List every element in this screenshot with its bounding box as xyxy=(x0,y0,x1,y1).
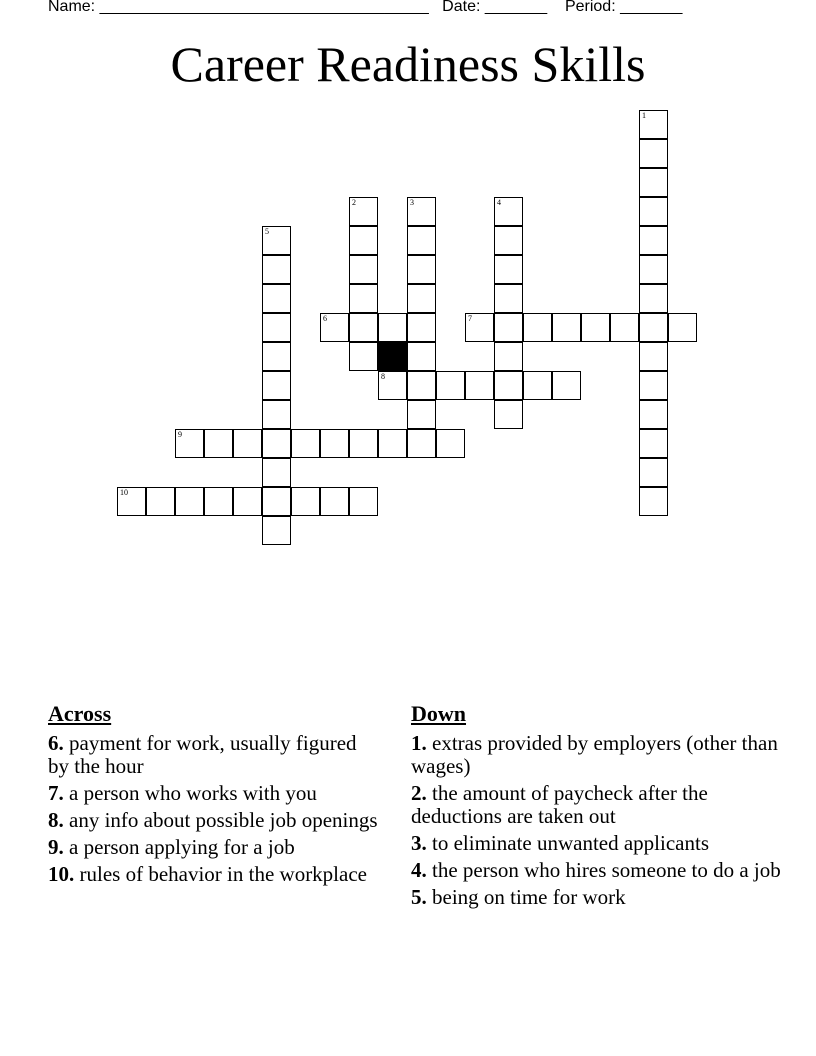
across-heading: Across xyxy=(48,701,112,726)
clue-number: 5 xyxy=(265,227,269,236)
down-clue xyxy=(411,782,781,828)
down-clue-list xyxy=(411,732,781,909)
crossword-cell[interactable] xyxy=(407,284,436,313)
clue-text: the person who hires someone to do a job xyxy=(426,858,781,882)
across-clue xyxy=(48,782,378,805)
crossword-cell[interactable] xyxy=(639,110,668,139)
across-clue xyxy=(48,809,378,832)
crossword-cell[interactable] xyxy=(175,487,204,516)
down-clues xyxy=(411,702,781,913)
crossword-cell[interactable] xyxy=(233,429,262,458)
clue-text: extras provided by employers (other than wages) xyxy=(411,731,778,778)
crossword-cell[interactable] xyxy=(320,429,349,458)
crossword-cell[interactable] xyxy=(349,487,378,516)
down-clue xyxy=(411,832,781,855)
crossword-cell[interactable] xyxy=(349,284,378,313)
crossword-cell[interactable] xyxy=(639,371,668,400)
period-label: Period: xyxy=(564,0,621,15)
clue-text: to eliminate unwanted applicants xyxy=(426,831,709,855)
crossword-cell[interactable] xyxy=(436,429,465,458)
crossword-cell[interactable] xyxy=(523,313,552,342)
clue-number: 4 xyxy=(497,198,501,207)
crossword-cell[interactable] xyxy=(407,400,436,429)
clue-number-label: 2. xyxy=(411,781,427,805)
clue-number: 1 xyxy=(642,111,646,120)
crossword-cell[interactable] xyxy=(233,487,262,516)
crossword-cell[interactable] xyxy=(378,313,407,342)
crossword-cell[interactable] xyxy=(407,342,436,371)
crossword-cell[interactable] xyxy=(407,197,436,226)
crossword-cell[interactable] xyxy=(639,313,668,342)
crossword-cell[interactable] xyxy=(146,487,175,516)
clue-text: rules of behavior in the workplace xyxy=(74,862,367,886)
clue-number-label: 6. xyxy=(48,731,64,755)
crossword-cell[interactable] xyxy=(639,458,668,487)
clue-number: 2 xyxy=(352,198,356,207)
crossword-cell[interactable] xyxy=(639,284,668,313)
clue-number-label: 3. xyxy=(411,831,427,855)
crossword-cell[interactable] xyxy=(349,342,378,371)
clue-text: payment for work, usually figured by the hour xyxy=(48,731,357,778)
crossword-cell[interactable] xyxy=(204,487,233,516)
across-clues xyxy=(48,702,378,890)
crossword-cell[interactable] xyxy=(262,284,291,313)
crossword-cell[interactable] xyxy=(349,429,378,458)
crossword-cell[interactable] xyxy=(465,313,494,342)
period-line[interactable]: _______ xyxy=(620,0,683,15)
crossword-cell[interactable] xyxy=(262,400,291,429)
date-label: Date: xyxy=(442,0,485,15)
across-clue xyxy=(48,836,378,859)
crossword-cell[interactable] xyxy=(262,226,291,255)
crossword-cell[interactable] xyxy=(494,284,523,313)
crossword-cell[interactable] xyxy=(639,197,668,226)
crossword-cell[interactable] xyxy=(523,371,552,400)
name-label: Name: xyxy=(48,0,100,15)
black-cell xyxy=(378,342,407,371)
crossword-cell[interactable] xyxy=(407,255,436,284)
clue-number-label: 9. xyxy=(48,835,64,859)
down-heading: Down xyxy=(411,701,467,726)
crossword-cell[interactable] xyxy=(494,255,523,284)
clue-number-label: 5. xyxy=(411,885,427,909)
crossword-cell[interactable] xyxy=(639,429,668,458)
crossword-cell[interactable] xyxy=(349,313,378,342)
clue-number: 7 xyxy=(468,314,472,323)
clue-text: any info about possible job openings xyxy=(63,808,378,832)
crossword-cell[interactable] xyxy=(436,371,465,400)
crossword-cell[interactable] xyxy=(349,255,378,284)
across-clue-list xyxy=(48,732,378,886)
crossword-cell[interactable] xyxy=(291,487,320,516)
crossword-cell[interactable] xyxy=(378,429,407,458)
crossword-cell[interactable] xyxy=(639,400,668,429)
crossword-cell[interactable] xyxy=(639,139,668,168)
crossword-cell[interactable] xyxy=(378,371,407,400)
crossword-cell[interactable] xyxy=(494,371,523,400)
crossword-cell[interactable] xyxy=(407,313,436,342)
clue-number-label: 4. xyxy=(411,858,427,882)
crossword-cell[interactable] xyxy=(494,400,523,429)
crossword-cell[interactable] xyxy=(262,371,291,400)
crossword-cell[interactable] xyxy=(262,458,291,487)
crossword-cell[interactable] xyxy=(175,429,204,458)
clue-number-label: 1. xyxy=(411,731,427,755)
crossword-cell[interactable] xyxy=(262,255,291,284)
clue-number: 9 xyxy=(178,430,182,439)
crossword-cell[interactable] xyxy=(639,168,668,197)
crossword-cell[interactable] xyxy=(204,429,233,458)
crossword-cell[interactable] xyxy=(262,342,291,371)
crossword-cell[interactable] xyxy=(610,313,639,342)
crossword-cell[interactable] xyxy=(639,342,668,371)
clue-text: the amount of paycheck after the deductions are taken out xyxy=(411,781,708,828)
crossword-cell[interactable] xyxy=(668,313,697,342)
crossword-cell[interactable] xyxy=(581,313,610,342)
crossword-cell[interactable] xyxy=(494,226,523,255)
across-clue xyxy=(48,863,378,886)
crossword-cell[interactable] xyxy=(291,429,320,458)
crossword-cell[interactable] xyxy=(639,226,668,255)
across-clue xyxy=(48,732,378,778)
clue-text: a person applying for a job xyxy=(63,835,295,859)
name-line[interactable]: _____________________________________ xyxy=(99,0,429,15)
crossword-cell[interactable] xyxy=(552,313,581,342)
crossword-cell[interactable] xyxy=(262,313,291,342)
clue-number: 10 xyxy=(120,488,128,497)
clue-number: 8 xyxy=(381,372,385,381)
clue-number: 3 xyxy=(410,198,414,207)
clue-number-label: 8. xyxy=(48,808,64,832)
crossword-cell[interactable] xyxy=(349,226,378,255)
crossword-cell[interactable] xyxy=(320,313,349,342)
clue-number: 6 xyxy=(323,314,327,323)
down-clue xyxy=(411,859,781,882)
crossword-cell[interactable] xyxy=(552,371,581,400)
crossword-cell[interactable] xyxy=(465,371,494,400)
crossword-cell[interactable] xyxy=(262,516,291,545)
crossword-cell[interactable] xyxy=(639,255,668,284)
clue-text: a person who works with you xyxy=(63,781,317,805)
crossword-cell[interactable] xyxy=(494,197,523,226)
date-line[interactable]: _______ xyxy=(484,0,548,15)
clue-number-label: 7. xyxy=(48,781,64,805)
crossword-cell[interactable] xyxy=(639,487,668,516)
crossword-cell[interactable] xyxy=(494,313,523,342)
crossword-cell[interactable] xyxy=(262,429,291,458)
down-clue xyxy=(411,732,781,778)
crossword-cell[interactable] xyxy=(320,487,349,516)
crossword-cell[interactable] xyxy=(262,487,291,516)
page-title: Career Readiness Skills xyxy=(170,36,646,92)
crossword-cell[interactable] xyxy=(407,371,436,400)
clue-text: being on time for work xyxy=(426,885,626,909)
crossword-cell[interactable] xyxy=(494,342,523,371)
crossword-cell[interactable] xyxy=(349,197,378,226)
crossword-cell[interactable] xyxy=(407,429,436,458)
down-clue xyxy=(411,886,781,909)
crossword-cell[interactable] xyxy=(117,487,146,516)
clue-number-label: 10. xyxy=(48,862,75,886)
crossword-cell[interactable] xyxy=(407,226,436,255)
